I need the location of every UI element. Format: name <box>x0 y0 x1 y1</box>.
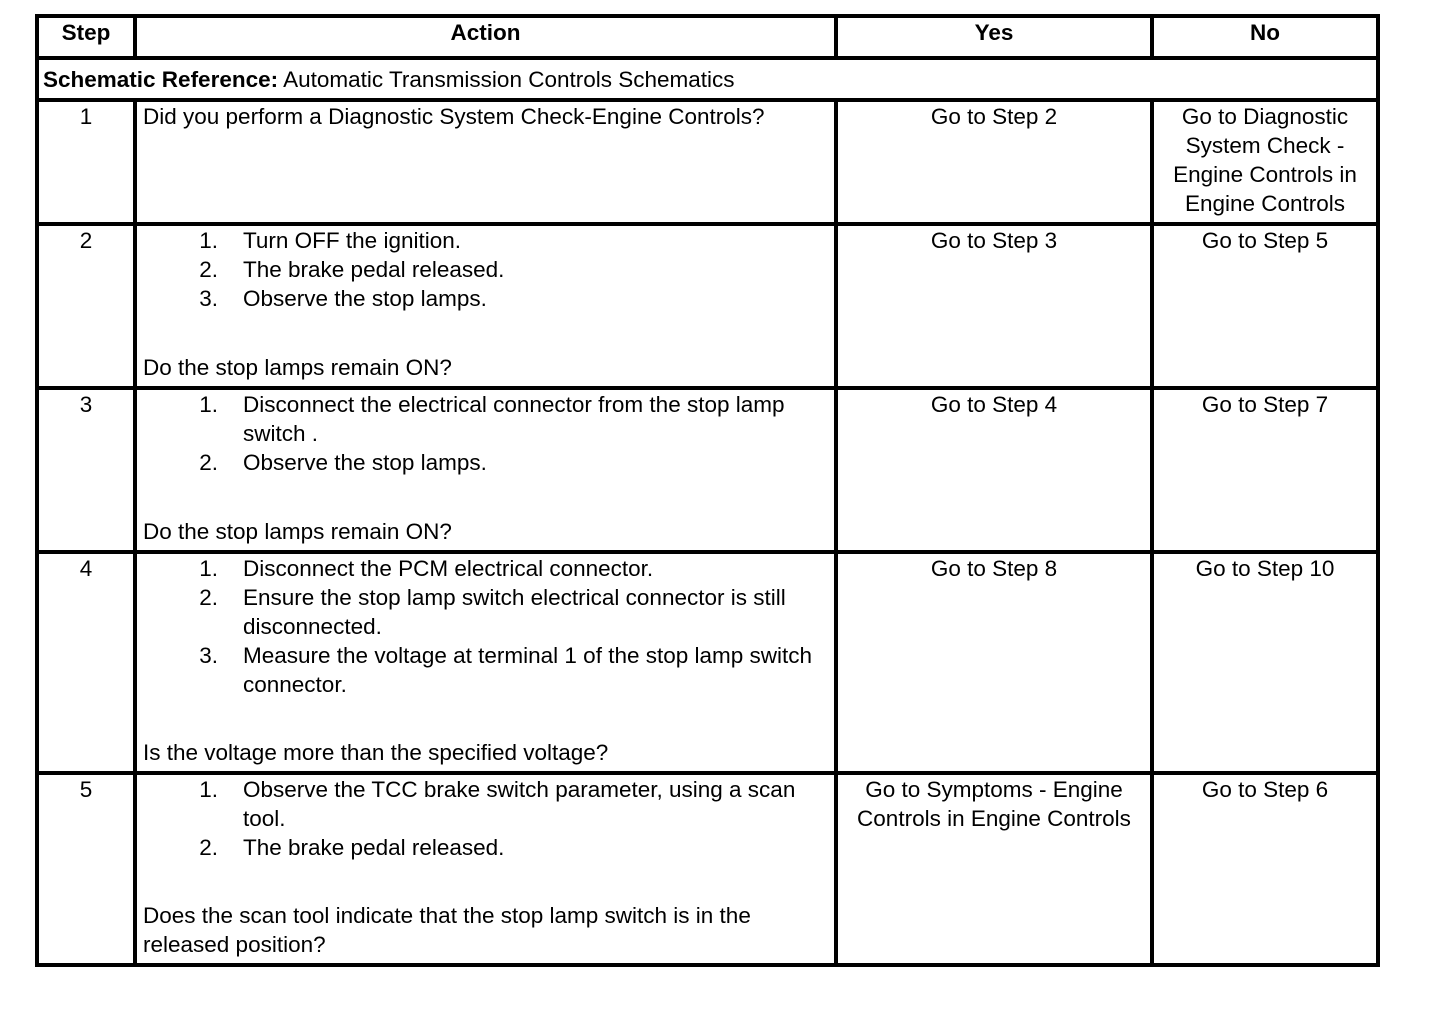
list-item: 2. The brake pedal released. <box>199 257 505 282</box>
no-cell: Go to Diagnostic System Check - Engine Controls in Engine Controls <box>1152 100 1378 224</box>
action-steps <box>143 775 828 862</box>
action-steps <box>143 226 828 313</box>
action-question: Did you perform a Diagnostic System Check-Engine Controls? <box>143 104 765 129</box>
list-item: 3. Observe the stop lamps. <box>199 286 487 311</box>
action-steps <box>143 554 828 699</box>
action-header: Action <box>135 16 836 58</box>
list-item: 2. Ensure the stop lamp switch electrical connector is still disconnected. <box>199 585 786 639</box>
action-question: Do the stop lamps remain ON? <box>143 355 452 380</box>
action-cell <box>135 100 836 224</box>
yes-cell: Go to Step 8 <box>836 552 1152 773</box>
yes-cell: Go to Step 4 <box>836 388 1152 552</box>
action-cell <box>135 773 836 965</box>
step-number: 4 <box>37 552 135 773</box>
action-steps <box>143 390 828 477</box>
list-item: 2. The brake pedal released. <box>199 835 505 860</box>
diagnostic-table <box>35 14 1380 967</box>
action-question: Does the scan tool indicate that the stop lamp switch is in the released position? <box>143 903 751 957</box>
yes-cell: Go to Symptoms - Engine Controls in Engine Controls <box>836 773 1152 965</box>
no-cell: Go to Step 10 <box>1152 552 1378 773</box>
yes-cell: Go to Step 2 <box>836 100 1152 224</box>
action-cell <box>135 552 836 773</box>
action-cell <box>135 388 836 552</box>
step-number: 1 <box>37 100 135 224</box>
schematic-reference-row <box>37 58 1378 100</box>
yes-cell: Go to Step 3 <box>836 224 1152 388</box>
list-item: 1. Observe the TCC brake switch parameter, using a scan tool. <box>199 777 796 831</box>
list-item: 1. Disconnect the electrical connector from the stop lamp switch . <box>199 392 785 446</box>
schematic-reference <box>37 58 1378 100</box>
yes-header: Yes <box>836 16 1152 58</box>
step-number: 2 <box>37 224 135 388</box>
table-row <box>37 224 1378 388</box>
action-cell <box>135 224 836 388</box>
list-item: 1. Disconnect the PCM electrical connector. <box>199 556 654 581</box>
table-row <box>37 552 1378 773</box>
schematic-value: Automatic Transmission Controls Schematics <box>283 66 735 92</box>
list-item: 2. Observe the stop lamps. <box>199 450 487 475</box>
header-row <box>37 16 1378 58</box>
no-header: No <box>1152 16 1378 58</box>
table-row <box>37 100 1378 224</box>
step-number: 5 <box>37 773 135 965</box>
table-row <box>37 388 1378 552</box>
no-cell: Go to Step 5 <box>1152 224 1378 388</box>
no-cell: Go to Step 7 <box>1152 388 1378 552</box>
list-item: 1. Turn OFF the ignition. <box>199 228 462 253</box>
step-number: 3 <box>37 388 135 552</box>
list-item: 3. Measure the voltage at terminal 1 of the stop lamp switch connector. <box>199 643 813 697</box>
action-question: Do the stop lamps remain ON? <box>143 519 452 544</box>
table-row <box>37 773 1378 965</box>
step-header: Step <box>37 16 135 58</box>
schematic-label: Schematic Reference: <box>43 66 279 92</box>
action-question: Is the voltage more than the specified voltage? <box>143 740 609 765</box>
no-cell: Go to Step 6 <box>1152 773 1378 965</box>
